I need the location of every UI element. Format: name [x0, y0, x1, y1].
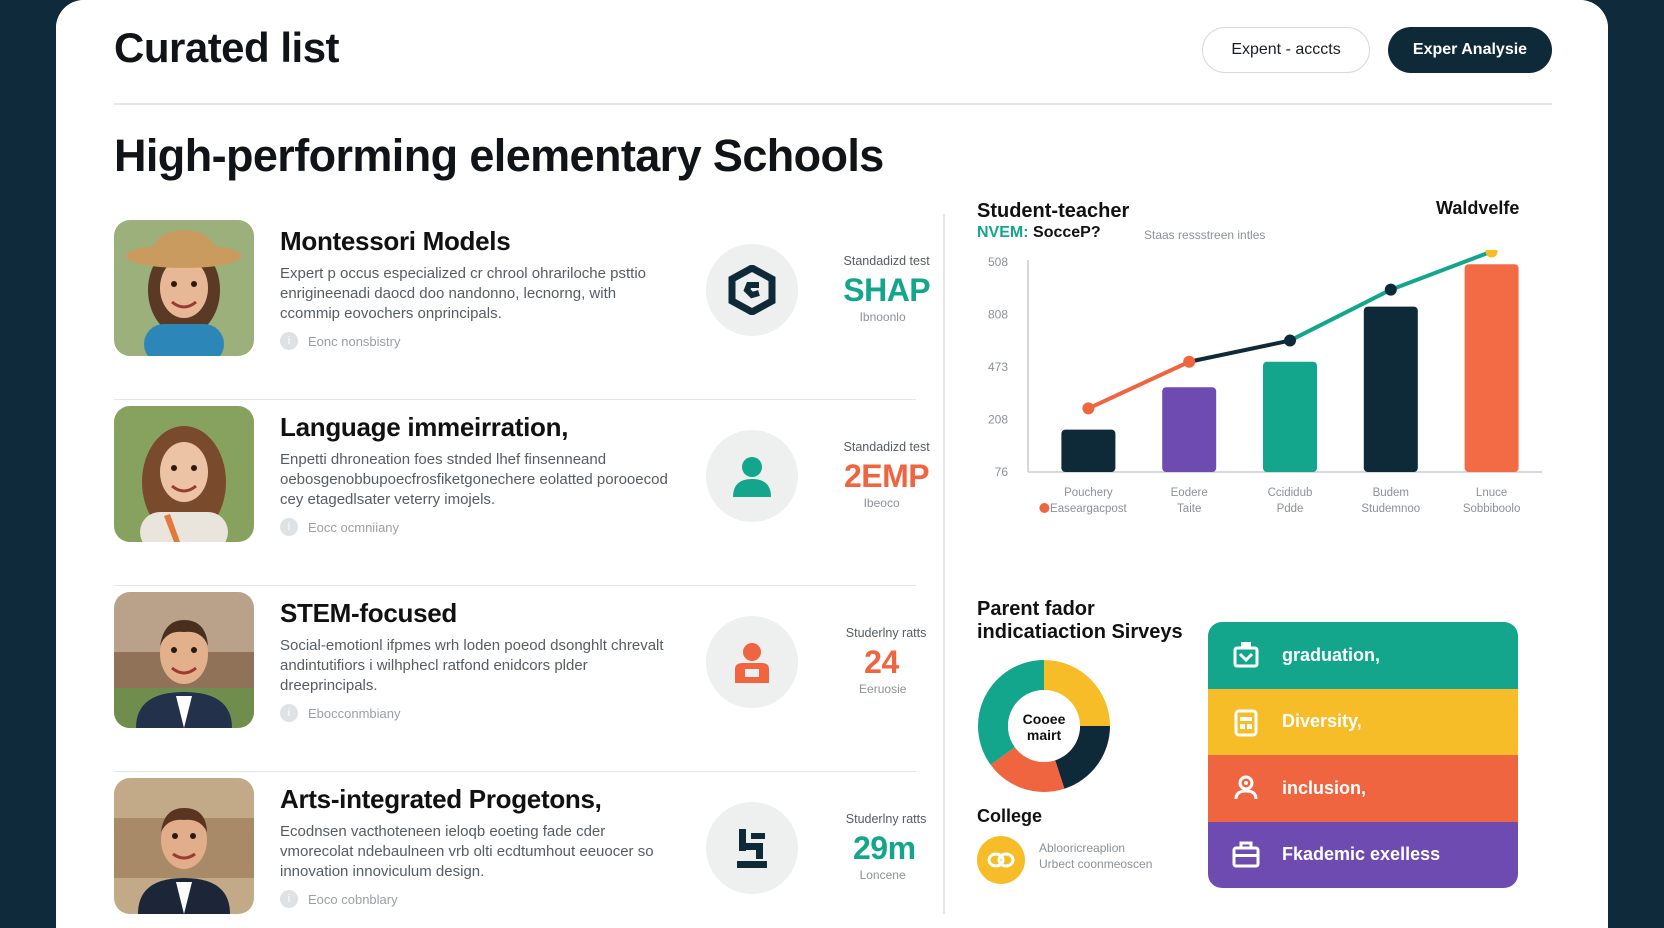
stat-sub: Eeruosie — [859, 682, 907, 696]
x-tick-label: Studemnoo — [1361, 503, 1421, 515]
college-line-1: Ablooricreaplion — [1039, 841, 1126, 855]
x-tick-label: Ccididub — [1267, 487, 1313, 499]
stat-value: 2EMP — [843, 458, 930, 494]
stat-label: Studerlny ratts — [845, 626, 927, 640]
x-tick-label: Easeargacpost — [1050, 503, 1127, 515]
school-meta-text: Eoco cobnblary — [308, 891, 398, 907]
school-row[interactable] — [114, 214, 931, 400]
bar-line-chart — [968, 250, 1556, 540]
college-title: College — [977, 806, 1043, 826]
line-point — [1183, 356, 1195, 368]
stat-sub: Ibeoco — [863, 496, 900, 510]
stat-value: 29m — [852, 830, 916, 866]
hexagon-logo-icon — [706, 244, 798, 336]
info-icon: i — [280, 704, 298, 722]
stat-label: Studerlny ratts — [845, 812, 927, 826]
x-tick-label: Sobbiboolo — [1462, 503, 1521, 515]
avatar — [114, 592, 254, 728]
stat-label: Standadizd test — [843, 254, 930, 268]
band-academic-excellence[interactable] — [1208, 822, 1518, 889]
school-description: Social-emotionl ifpmes wrh loden poeod dsonghlt chrevalt andintutifiors i wilhphecl ratfond enidcors plder dreeprincipals. — [280, 637, 664, 694]
band-diversity[interactable] — [1208, 689, 1518, 756]
school-meta — [280, 518, 399, 536]
expert-analysis-button[interactable]: Exper Analysie — [1388, 27, 1552, 73]
chart-subtitle-accent: NVEM: — [977, 224, 1029, 241]
school-description: Ecodnsen vacthoteneen ieloqb eoeting fade cder vmorecolat ndebaulneen vrb olti ecdtumhout eeuocer so innovation innoviculum design. — [280, 823, 654, 880]
school-name[interactable]: STEM-focused — [280, 598, 457, 628]
school-row[interactable] — [114, 400, 930, 586]
band-inclusion[interactable] — [1208, 755, 1518, 822]
school-row[interactable] — [114, 586, 927, 772]
y-tick-label: 76 — [994, 465, 1008, 479]
arts-logo-icon — [706, 802, 798, 894]
chart-subtitle — [977, 224, 1101, 242]
stat-sub: Ibnoonlo — [859, 310, 906, 324]
person-icon — [706, 430, 798, 522]
bar — [1162, 387, 1216, 472]
people-icon — [1230, 772, 1262, 804]
x-tick-label: Budem — [1372, 487, 1410, 499]
school-meta-text: Eocc ocmniiany — [308, 519, 400, 535]
x-tick-label: Lnuce — [1475, 487, 1508, 499]
school-name[interactable]: Language immeirration, — [280, 412, 569, 442]
donut-label: Cooee mairt — [1022, 711, 1066, 743]
band-label: Diversity, — [1282, 711, 1362, 732]
trophy-icon — [1230, 639, 1262, 671]
stat-value: SHAP — [843, 272, 931, 308]
stat-sub: Loncene — [859, 868, 906, 882]
survey-title: Parent fador indicatiaction Sirveys — [977, 598, 1183, 643]
legend-marker — [1039, 503, 1049, 513]
school-meta-text: Eonc nonsbistry — [308, 333, 401, 349]
student-icon — [706, 616, 798, 708]
school-meta — [280, 890, 398, 908]
band-label: graduation, — [1282, 644, 1380, 665]
info-icon: i — [280, 332, 298, 350]
band-label: inclusion, — [1282, 777, 1367, 798]
link-icon — [977, 836, 1025, 884]
expert-access-button[interactable]: Expent - acccts — [1202, 27, 1370, 73]
line-point — [1486, 250, 1498, 258]
school-name[interactable]: Arts-integrated Progetons, — [280, 784, 602, 814]
school-description: Enpetti dhroneation foes stnded lhef finsenneand oebosgenobbupoecfrosfiketgonechere eolatted porooecod cey etagedlsater veterry imojels. — [280, 451, 668, 508]
main-card — [56, 0, 1608, 928]
bar — [1263, 362, 1317, 472]
info-icon: i — [280, 890, 298, 908]
bar — [1061, 430, 1115, 472]
page-title: Curated list — [114, 24, 340, 71]
column-divider — [943, 214, 945, 914]
chart-corner-label: Waldvelfe — [1436, 198, 1520, 218]
school-row[interactable] — [114, 772, 927, 928]
stat-value: 24 — [864, 644, 899, 680]
bar — [1465, 264, 1519, 472]
chart-note: Staas ressstreen intles — [1144, 228, 1266, 242]
chart-title: Student-teacher — [977, 200, 1130, 222]
bar — [1364, 307, 1418, 472]
school-description: Expert p occus especialized cr chrool ohrariloche psttio enrigineenadi daocd doo nandonno, lecnorng, with ccommip eovochers onprincipals. — [280, 265, 647, 322]
section-title: High-performing elementary Schools — [114, 130, 884, 181]
series-line-segment — [1189, 341, 1290, 362]
school-meta — [280, 704, 401, 722]
avatar — [114, 778, 254, 914]
x-tick-label: Taite — [1177, 503, 1202, 515]
band-graduation[interactable] — [1208, 622, 1518, 689]
line-point — [1385, 284, 1397, 296]
school-meta-text: Ebocconmbiany — [308, 705, 401, 721]
x-tick-label: Eodere — [1170, 487, 1208, 499]
x-tick-label: Pouchery — [1064, 487, 1113, 499]
avatar — [114, 220, 254, 356]
y-tick-label: 808 — [987, 307, 1008, 322]
y-tick-label: 473 — [987, 360, 1008, 374]
college-line-2: Urbect coonmeoscen — [1039, 857, 1153, 871]
band-label: Fkademic exelless — [1282, 844, 1441, 865]
value-bands — [1208, 622, 1518, 888]
briefcase-icon — [1230, 839, 1262, 871]
college-text — [1039, 840, 1152, 872]
y-tick-label: 208 — [987, 412, 1008, 427]
school-meta — [280, 332, 401, 350]
x-tick-label: Pdde — [1276, 503, 1304, 515]
y-tick-label: 508 — [987, 255, 1008, 269]
line-point — [1082, 402, 1094, 414]
info-icon: i — [280, 518, 298, 536]
school-list — [114, 214, 931, 928]
chart-subtitle-rest: SocceP? — [1033, 224, 1101, 241]
line-point — [1284, 335, 1296, 347]
header-divider — [114, 103, 1552, 105]
calendar-icon — [1230, 706, 1262, 738]
school-name[interactable]: Montessori Models — [280, 226, 511, 256]
avatar — [114, 406, 254, 542]
stat-label: Standadizd test — [843, 440, 930, 454]
